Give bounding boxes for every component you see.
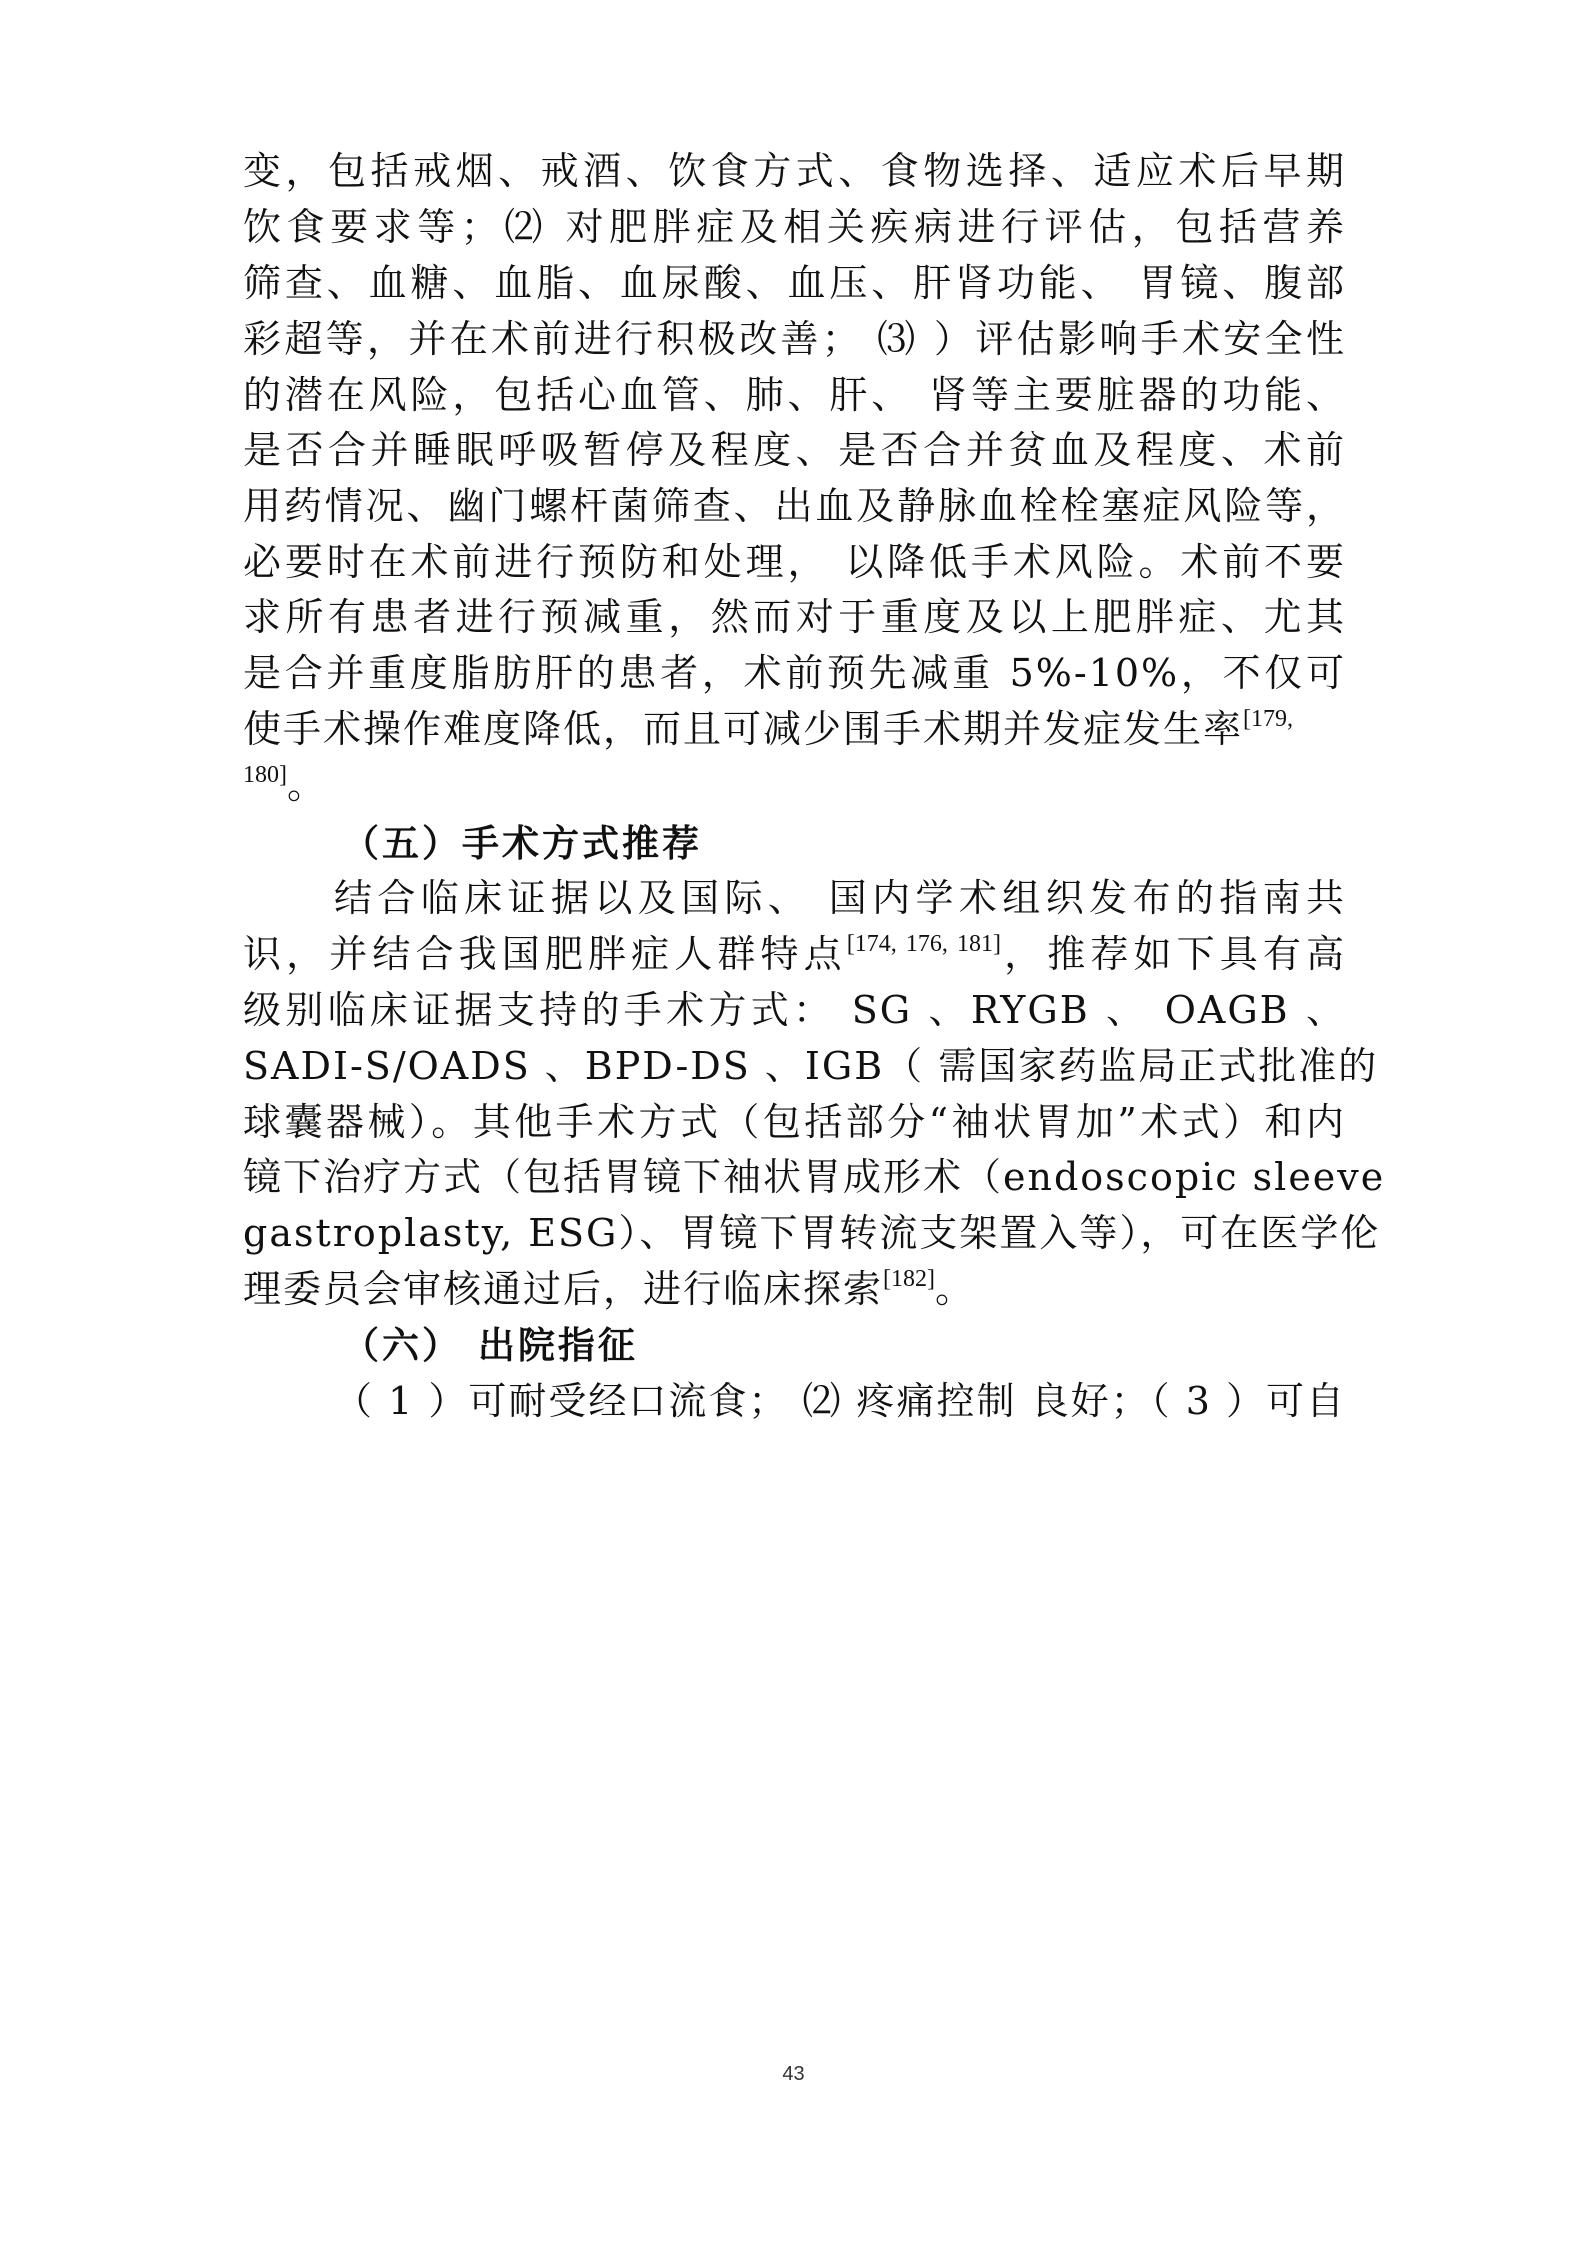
paragraph-line: gastroplasty, ESG）、胃镜下胃转流支架置入等），可在医学伦 (243, 1211, 1381, 1255)
citation-ref: [179, (1243, 706, 1294, 732)
paragraph-line: SADI-S/OADS 、BPD-DS 、IGB（ 需国家药监局正式批准的 (243, 1044, 1379, 1088)
paragraph-line: 彩超等，并在术前进行积极改善； ⑶ ）评估影响手术安全性 (243, 317, 1346, 361)
page-number: 43 (782, 2063, 805, 2085)
paragraph-line: 求所有患者进行预减重，然而对于重度及以上肥胖症、尤其 (243, 595, 1346, 639)
paragraph-line: 变，包括戒烟、戒酒、饮食方式、食物选择、适应术后早期 (243, 149, 1346, 193)
paragraph-line: 球囊器械）。其他手术方式（包括部分“袖状胃加”术式）和内 (243, 1100, 1346, 1144)
paragraph-line: 筛查、血糖、血脂、血尿酸、血压、肝肾功能、 胃镜、腹部 (243, 261, 1346, 305)
paragraph-line: 镜下治疗方式（包括胃镜下袖状胃成形术（endoscopic sleeve (243, 1155, 1386, 1199)
paragraph-line: 是否合并睡眠呼吸暂停及程度、是否合并贫血及程度、术前 (243, 428, 1346, 472)
paragraph-line: 级别临床证据支持的手术方式： SG 、RYGB 、 OAGB 、 (243, 988, 1346, 1032)
paragraph-text: 识，并结合我国肥胖症人群特点 (243, 932, 847, 976)
paragraph-text: ，推荐如下具有高 (1000, 932, 1346, 976)
paragraph-line (243, 760, 1346, 810)
paragraph-line (243, 929, 1346, 979)
paragraph-line: （ 1 ）可耐受经口流食； ⑵ 疼痛控制 良好；（ 3 ）可自 (334, 1379, 1346, 1423)
paragraph-line: 必要时在术前进行预防和处理， 以降低手术风险。术前不要 (243, 540, 1346, 584)
paragraph-line (243, 704, 1346, 754)
paragraph-line: 用药情况、幽门螺杆菌筛查、出血及静脉血栓栓塞症风险等， (243, 484, 1346, 528)
citation-ref: 180] (243, 762, 287, 788)
paragraph-text: 理委员会审核通过后，进行临床探索 (243, 1267, 884, 1311)
paragraph-line: 饮食要求等；⑵ 对肥胖症及相关疾病进行评估，包括营养 (243, 205, 1346, 249)
paragraph-line (243, 1264, 1346, 1314)
section-heading: （六） 出院指征 (342, 1323, 638, 1367)
citation-ref: [174, 176, 181] (846, 931, 1001, 957)
paragraph-line: 结合临床证据以及国际、 国内学术组织发布的指南共 (334, 876, 1346, 920)
paragraph-text: 使手术操作难度降低，而且可减少围手术期并发症发生率 (243, 707, 1244, 751)
paragraph-line: 是合并重度脂肪肝的患者，术前预先减重 5%-10%，不仅可 (243, 651, 1346, 695)
section-heading: （五）手术方式推荐 (342, 821, 702, 865)
paragraph-line: 的潜在风险，包括心血管、肺、肝、 肾等主要脏器的功能、 (243, 373, 1346, 417)
paragraph-text: 。 (935, 1267, 976, 1311)
paragraph-text: 。 (287, 763, 328, 807)
citation-ref: [182] (883, 1266, 935, 1292)
